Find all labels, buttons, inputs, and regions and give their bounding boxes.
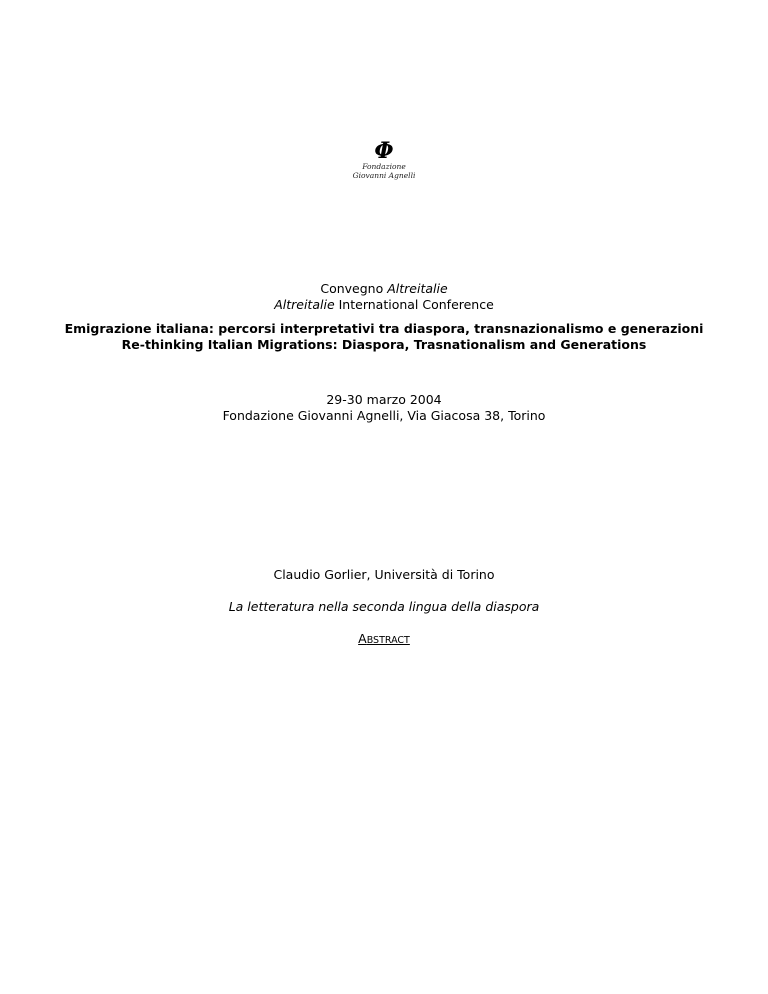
conference-prefix: Convegno — [320, 281, 388, 296]
talk-title: La letteratura nella seconda lingua della diaspora — [228, 599, 540, 614]
foundation-logo — [344, 140, 424, 180]
phi-logo-icon: Φ — [374, 138, 394, 164]
speaker-name: Claudio Gorlier, Università di Torino — [273, 567, 495, 582]
abstract-heading — [0, 631, 768, 649]
conference-name-english — [0, 297, 768, 313]
logo-text-giovanni-agnelli: Giovanni Agnelli — [352, 171, 416, 180]
conference-suffix: International Conference — [334, 297, 494, 312]
event-venue: Fondazione Giovanni Agnelli, Via Giacosa 38, Torino — [222, 408, 546, 423]
logo-text-fondazione: Fondazione — [362, 162, 406, 171]
abstract-rest: BSTRACT — [366, 635, 410, 646]
conference-name-en: Altreitalie — [274, 297, 335, 312]
event-dates: 29-30 marzo 2004 — [326, 392, 442, 407]
title-english: Re-thinking Italian Migrations: Diaspora, Trasnationalism and Generations — [121, 337, 647, 352]
conference-name-italian — [0, 281, 768, 297]
abstract-first-letter: A — [358, 631, 367, 646]
conference-name-it: Altreitalie — [387, 281, 448, 296]
abstract-label — [358, 631, 410, 646]
title-italian: Emigrazione italiana: percorsi interpretativi tra diaspora, transnazionalismo e generazioni — [64, 321, 704, 336]
